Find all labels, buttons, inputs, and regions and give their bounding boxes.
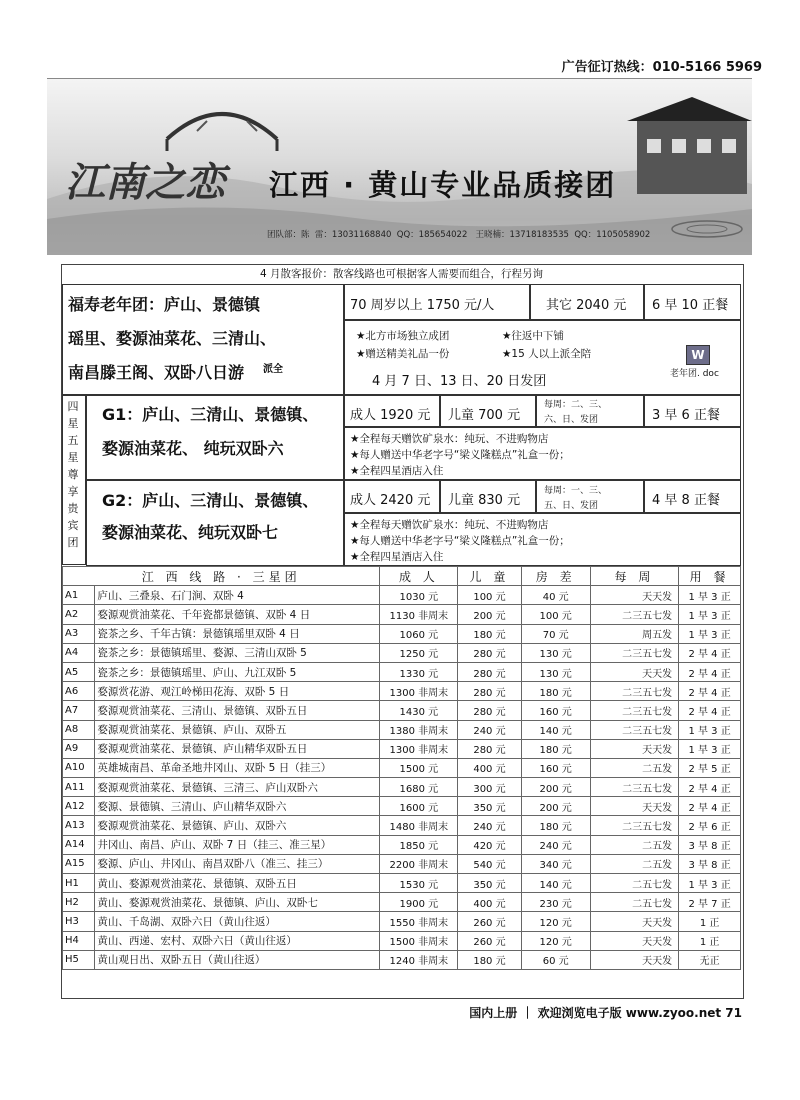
table-row — [63, 835, 741, 854]
room-diff: 180 元 — [521, 816, 590, 835]
meals: 2 早 4 正 — [679, 701, 741, 720]
adult-price: 1480 非周末 — [380, 816, 458, 835]
route-name: 瓷茶之乡、千年古镇：景德镇瑶里双卧 4 日 — [95, 624, 380, 643]
route-name: 瓷茶之乡：景德镇瑶里、婺源、三清山双卧 5 — [95, 643, 380, 662]
meals: 1 早 3 正 — [679, 874, 741, 893]
child-price: 240 元 — [458, 720, 521, 739]
table-row — [63, 758, 741, 777]
fushou-feature: ★赠送精美礼品一份 — [356, 348, 450, 360]
table-row — [63, 605, 741, 624]
adult-price: 1530 元 — [380, 874, 458, 893]
route-code: A12 — [63, 797, 95, 816]
word-doc-icon[interactable]: W — [686, 345, 710, 365]
child-price: 240 元 — [458, 816, 521, 835]
route-code: H4 — [63, 931, 95, 950]
header-route: 江 西 线 路 · 三星团 — [63, 567, 380, 586]
banner-title: 江西 · 黄山专业品质接团 — [269, 168, 617, 202]
route-code: A10 — [63, 758, 95, 777]
table-row — [63, 797, 741, 816]
route-code: H5 — [63, 950, 95, 969]
adult-price: 1300 非周末 — [380, 739, 458, 758]
room-diff: 130 元 — [521, 662, 590, 681]
child-price: 280 元 — [458, 701, 521, 720]
table-row — [63, 586, 741, 605]
route-code: A15 — [63, 854, 95, 873]
child-price: 180 元 — [458, 624, 521, 643]
room-diff: 240 元 — [521, 835, 590, 854]
weekly-schedule: 二五发 — [590, 758, 679, 777]
child-price: 260 元 — [458, 912, 521, 931]
doc-attachment-label[interactable]: 老年团. doc — [670, 369, 719, 379]
route-name: 英雄城南昌、革命圣地井冈山、双卧 5 日（挂三） — [95, 758, 380, 777]
route-code: H2 — [63, 893, 95, 912]
adult-price: 1380 非周末 — [380, 720, 458, 739]
banner — [47, 78, 752, 255]
header-meals: 用 餐 — [679, 567, 741, 586]
side-label-char: 星 — [67, 417, 79, 430]
meals: 2 早 7 正 — [679, 893, 741, 912]
fushou-dates: 4 月 7 日、13 日、20 日发团 — [372, 374, 547, 389]
meals: 1 早 3 正 — [679, 624, 741, 643]
route-code: H1 — [63, 874, 95, 893]
child-price: 280 元 — [458, 682, 521, 701]
adult-price: 1900 元 — [380, 893, 458, 912]
child-price: 100 元 — [458, 586, 521, 605]
weekly-schedule: 周五发 — [590, 624, 679, 643]
route-name: 庐山、三叠泉、石门涧、双卧 4 — [95, 586, 380, 605]
route-name: 婺源赏花游、观江岭梯田花海、双卧 5 日 — [95, 682, 380, 701]
g1-week: 每周：二、三、 — [544, 400, 608, 410]
route-price-table — [62, 566, 741, 970]
room-diff: 60 元 — [521, 950, 590, 969]
meals: 2 早 4 正 — [679, 662, 741, 681]
weekly-schedule: 天天发 — [590, 797, 679, 816]
table-header-row — [63, 567, 741, 586]
route-name: 婺源、景德镇、三清山、庐山精华双卧六 — [95, 797, 380, 816]
table-row — [63, 624, 741, 643]
g1-week: 六、日、发团 — [544, 415, 599, 425]
meals: 2 早 4 正 — [679, 643, 741, 662]
fushou-price2: 其它 2040 元 — [546, 298, 627, 313]
weekly-schedule: 二五七发 — [590, 893, 679, 912]
child-price: 260 元 — [458, 931, 521, 950]
header-adult: 成 人 — [380, 567, 458, 586]
weekly-schedule: 天天发 — [590, 931, 679, 950]
table-row — [63, 720, 741, 739]
route-code: H3 — [63, 912, 95, 931]
g2-week: 每周：一、三、 — [544, 486, 608, 496]
adult-price: 1330 元 — [380, 662, 458, 681]
room-diff: 230 元 — [521, 893, 590, 912]
child-price: 300 元 — [458, 778, 521, 797]
adult-price: 1030 元 — [380, 586, 458, 605]
child-price: 180 元 — [458, 950, 521, 969]
route-name: 瓷茶之乡：景德镇瑶里、庐山、九江双卧 5 — [95, 662, 380, 681]
g1-line: 婺源油菜花、 纯玩双卧六 — [102, 439, 284, 458]
header-child: 儿 童 — [458, 567, 521, 586]
fushou-meal: 6 早 10 正餐 — [652, 298, 729, 313]
route-code: A1 — [63, 586, 95, 605]
meals: 1 正 — [679, 931, 741, 950]
child-price: 350 元 — [458, 874, 521, 893]
adult-price: 1850 元 — [380, 835, 458, 854]
adult-price: 1500 非周末 — [380, 931, 458, 950]
room-diff: 180 元 — [521, 739, 590, 758]
route-name: 婺源、庐山、井冈山、南昌双卧八（准三、挂三） — [95, 854, 380, 873]
weekly-schedule: 二五发 — [590, 835, 679, 854]
weekly-schedule: 二三五七发 — [590, 701, 679, 720]
room-diff: 120 元 — [521, 931, 590, 950]
side-label-char: 宾 — [67, 519, 79, 532]
meals: 2 早 4 正 — [679, 682, 741, 701]
side-label-char: 贵 — [67, 502, 79, 515]
page-footer: 国内上册 ｜ 欢迎浏览电子版 www.zyoo.net 71 — [469, 1006, 742, 1020]
adult-price: 1060 元 — [380, 624, 458, 643]
route-name: 黄山观日出、双卧五日（黄山往返） — [95, 950, 380, 969]
route-name: 婺源观赏油菜花、千年瓷都景德镇、双卧 4 日 — [95, 605, 380, 624]
route-code: A11 — [63, 778, 95, 797]
route-code: A9 — [63, 739, 95, 758]
weekly-schedule: 天天发 — [590, 586, 679, 605]
weekly-schedule: 天天发 — [590, 739, 679, 758]
side-label-char: 尊 — [67, 468, 79, 481]
weekly-schedule: 天天发 — [590, 912, 679, 931]
child-price: 420 元 — [458, 835, 521, 854]
route-name: 黄山、婺源观赏油菜花、景德镇、双卧五日 — [95, 874, 380, 893]
side-label-char: 星 — [67, 451, 79, 464]
table-row — [63, 874, 741, 893]
fushou-line: 南昌滕王阁、双卧八日游 — [68, 363, 245, 382]
ad-hotline: 广告征订热线：010-5166 5969 — [561, 60, 762, 75]
meals: 1 早 3 正 — [679, 605, 741, 624]
adult-price: 1240 非周末 — [380, 950, 458, 969]
meals: 无正 — [679, 950, 741, 969]
adult-price: 1550 非周末 — [380, 912, 458, 931]
g2-feature: ★全程每天赠饮矿泉水：纯玩、不进购物店 — [350, 519, 549, 531]
fushou-feature: ★北方市场独立成团 — [356, 330, 450, 342]
room-diff: 340 元 — [521, 854, 590, 873]
g2-feature: ★每人赠送中华老字号“梁义隆糕点”礼盒一份； — [350, 535, 570, 547]
table-row — [63, 816, 741, 835]
weekly-schedule: 天天发 — [590, 950, 679, 969]
adult-price: 1500 元 — [380, 758, 458, 777]
table-row — [63, 701, 741, 720]
fushou-line: 瑶里、婺源油菜花、三清山、 — [68, 329, 277, 348]
meals: 1 正 — [679, 912, 741, 931]
room-diff: 130 元 — [521, 643, 590, 662]
weekly-schedule: 天天发 — [590, 662, 679, 681]
route-name: 婺源观赏油菜花、三清山、景德镇、双卧五日 — [95, 701, 380, 720]
room-diff: 200 元 — [521, 797, 590, 816]
fushou-price1: 70 周岁以上 1750 元/人 — [350, 298, 495, 313]
table-row — [63, 893, 741, 912]
fushou-line: 福寿老年团：庐山、景德镇 — [68, 295, 261, 314]
table-row — [63, 739, 741, 758]
route-name: 婺源观赏油菜花、景德镇、三清三、庐山双卧六 — [95, 778, 380, 797]
route-name: 井冈山、南昌、庐山、双卧 7 日（挂三、准三星） — [95, 835, 380, 854]
route-code: A14 — [63, 835, 95, 854]
adult-price: 1430 元 — [380, 701, 458, 720]
room-diff: 160 元 — [521, 758, 590, 777]
meals: 1 早 3 正 — [679, 739, 741, 758]
route-code: A6 — [63, 682, 95, 701]
meals: 2 早 4 正 — [679, 778, 741, 797]
route-name: 婺源观赏油菜花、景德镇、庐山、双卧五 — [95, 720, 380, 739]
side-label — [62, 398, 84, 551]
g2-feature: ★全程四星酒店入住 — [350, 551, 444, 563]
room-diff: 140 元 — [521, 720, 590, 739]
meals: 3 早 8 正 — [679, 835, 741, 854]
room-diff: 100 元 — [521, 605, 590, 624]
meals: 3 早 8 正 — [679, 854, 741, 873]
meals: 2 早 5 正 — [679, 758, 741, 777]
child-price: 200 元 — [458, 605, 521, 624]
g1-adult-price: 成人 1920 元 — [350, 408, 431, 423]
child-price: 280 元 — [458, 739, 521, 758]
side-label-char: 团 — [67, 536, 79, 549]
g2-child-price: 儿童 830 元 — [448, 493, 521, 508]
table-row — [63, 643, 741, 662]
g1-feature: ★全程每天赠饮矿泉水：纯玩、不进购物店 — [350, 433, 549, 445]
child-price: 350 元 — [458, 797, 521, 816]
meals: 1 早 3 正 — [679, 720, 741, 739]
table-row — [63, 778, 741, 797]
contact-line: 团队部：陈 雷：13031168840 QQ：185654022 王晓楠：13718183535 QQ：1105058902 — [267, 230, 651, 240]
g1-feature: ★每人赠送中华老字号“梁义隆糕点”礼盒一份； — [350, 449, 570, 461]
room-diff: 70 元 — [521, 624, 590, 643]
table-row — [63, 682, 741, 701]
meals: 1 早 3 正 — [679, 586, 741, 605]
route-name: 婺源观赏油菜花、景德镇、庐山、双卧六 — [95, 816, 380, 835]
side-label-char: 五 — [67, 434, 79, 447]
g2-line: G2：庐山、三清山、景德镇、 — [102, 491, 319, 510]
adult-price: 1250 元 — [380, 643, 458, 662]
weekly-schedule: 二五发 — [590, 854, 679, 873]
child-price: 280 元 — [458, 643, 521, 662]
g1-child-price: 儿童 700 元 — [448, 408, 521, 423]
room-diff: 180 元 — [521, 682, 590, 701]
fushou-stamp: 派全 — [263, 364, 283, 375]
table-row — [63, 912, 741, 931]
route-code: A8 — [63, 720, 95, 739]
table-row — [63, 931, 741, 950]
g2-meal: 4 早 8 正餐 — [652, 493, 720, 508]
weekly-schedule: 二五七发 — [590, 874, 679, 893]
child-price: 400 元 — [458, 893, 521, 912]
weekly-schedule: 二三五七发 — [590, 816, 679, 835]
g2-adult-price: 成人 2420 元 — [350, 493, 431, 508]
g2-week: 五、日、发团 — [544, 501, 599, 511]
banner-contacts — [267, 205, 661, 255]
g1-meal: 3 早 6 正餐 — [652, 408, 720, 423]
meals: 2 早 4 正 — [679, 797, 741, 816]
route-code: A5 — [63, 662, 95, 681]
g1-feature: ★全程四星酒店入住 — [350, 465, 444, 477]
room-diff: 160 元 — [521, 701, 590, 720]
route-code: A13 — [63, 816, 95, 835]
route-name: 黄山、西递、宏村、双卧六日（黄山往返） — [95, 931, 380, 950]
g2-line: 婺源油菜花、纯玩双卧七 — [102, 523, 279, 542]
header-weekly: 每 周 — [590, 567, 679, 586]
weekly-schedule: 二三五七发 — [590, 682, 679, 701]
weekly-schedule: 二三五七发 — [590, 605, 679, 624]
side-label-char: 享 — [67, 485, 79, 498]
route-code: A4 — [63, 643, 95, 662]
adult-price: 1600 元 — [380, 797, 458, 816]
meals: 2 早 6 正 — [679, 816, 741, 835]
table-row — [63, 854, 741, 873]
g1-line: G1：庐山、三清山、景德镇、 — [102, 405, 319, 424]
fushou-feature: ★往返中下铺 — [502, 330, 564, 342]
adult-price: 2200 非周末 — [380, 854, 458, 873]
child-price: 280 元 — [458, 662, 521, 681]
route-code: A7 — [63, 701, 95, 720]
route-name: 黄山、婺源观赏油菜花、景德镇、庐山、双卧七 — [95, 893, 380, 912]
child-price: 400 元 — [458, 758, 521, 777]
child-price: 540 元 — [458, 854, 521, 873]
header-room-diff: 房 差 — [521, 567, 590, 586]
room-diff: 200 元 — [521, 778, 590, 797]
room-diff: 120 元 — [521, 912, 590, 931]
banner-logo: 江南之恋 — [65, 159, 225, 206]
weekly-schedule: 二三五七发 — [590, 778, 679, 797]
table-row — [63, 950, 741, 969]
route-name: 黄山、千岛湖、双卧六日（黄山往返） — [95, 912, 380, 931]
table-body — [63, 586, 741, 970]
adult-price: 1130 非周末 — [380, 605, 458, 624]
adult-price: 1680 元 — [380, 778, 458, 797]
table-row — [63, 662, 741, 681]
room-diff: 140 元 — [521, 874, 590, 893]
weekly-schedule: 二三五七发 — [590, 720, 679, 739]
route-code: A3 — [63, 624, 95, 643]
room-diff: 40 元 — [521, 586, 590, 605]
route-code: A2 — [63, 605, 95, 624]
adult-price: 1300 非周末 — [380, 682, 458, 701]
route-name: 婺源观赏油菜花、景德镇、庐山精华双卧五日 — [95, 739, 380, 758]
weekly-schedule: 二三五七发 — [590, 643, 679, 662]
fushou-feature: ★15 人以上派全陪 — [502, 348, 592, 360]
side-label-char: 四 — [67, 400, 79, 413]
price-notice: 4 月散客报价：散客线路也可根据客人需要而组合，行程另询 — [259, 268, 544, 280]
